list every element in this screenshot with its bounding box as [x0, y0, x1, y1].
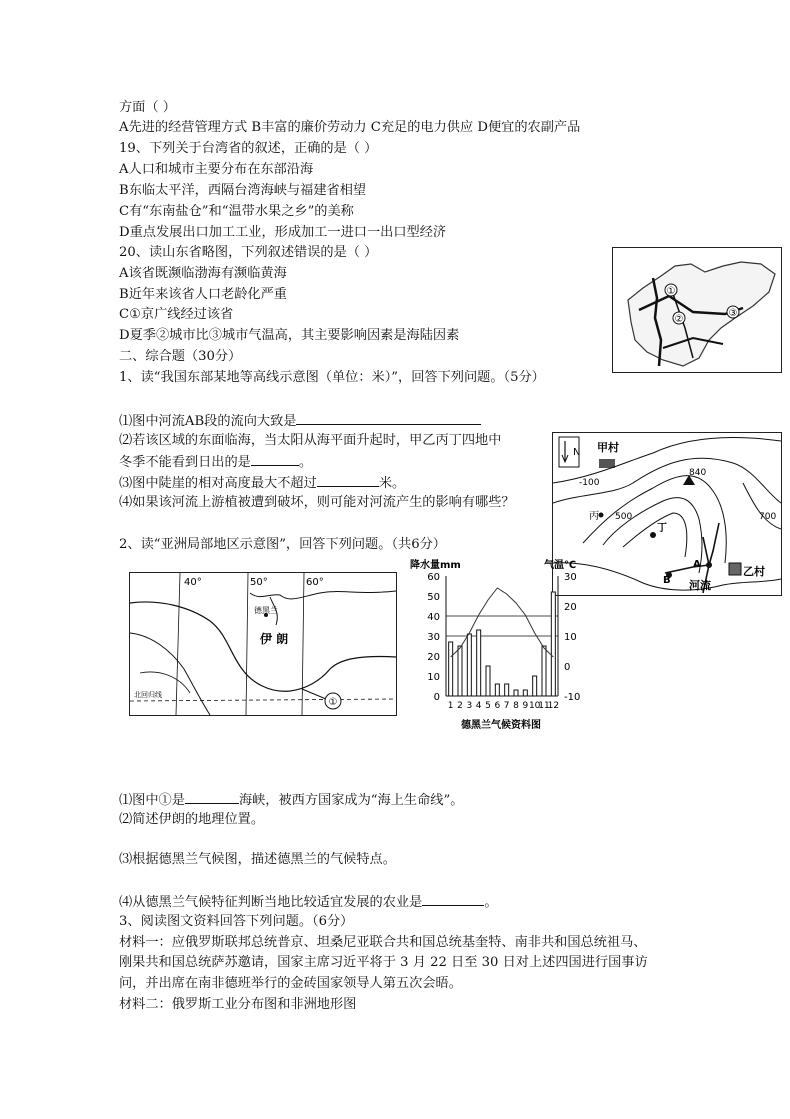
text-line: D夏季②城市比③城市气温高，其主要影响因素是海陆因素 — [119, 328, 460, 343]
chart-ytick-label: 60 — [427, 572, 440, 583]
chart-bar — [477, 630, 481, 696]
climate-chart — [406, 556, 596, 734]
question-title: 1、读“我国东部某地等高线示意图（单位：米）”，回答下列问题。（5分） — [119, 370, 545, 385]
chart-bar — [551, 592, 555, 696]
lon-label-50: 50° — [250, 577, 268, 588]
chart-xtick-label: 4 — [475, 701, 482, 711]
tehran-label: 德黑兰 — [254, 606, 278, 615]
text-line: C①京广线经过该省 — [119, 307, 234, 322]
chart-xtick-label: 2 — [457, 701, 463, 711]
chart-xtick-label: 6 — [494, 701, 501, 711]
chart-xtick-label: 8 — [513, 701, 519, 711]
chart-bar — [533, 676, 537, 696]
q1-b2: 冬季不能看到日出的是 。 — [119, 451, 312, 473]
chart-ytick-label: 0 — [433, 692, 440, 703]
chart-y2label: 气温℃ — [544, 560, 577, 571]
chart-xtick-label: 9 — [522, 701, 529, 711]
chart-bar — [514, 690, 518, 696]
point-bing: 丙 — [589, 511, 599, 522]
contour-label-minus100: -100 — [579, 478, 600, 488]
village-jia-label: 甲村 — [597, 441, 619, 454]
text-line: 20、读山东省略图，下列叙述错误的是（ ） — [119, 245, 378, 260]
chart-temperature-line — [451, 588, 554, 657]
q1-c: ⑶图中陡崖的相对高度最大不超过 米。 — [119, 472, 405, 494]
text-line: A该省既濒临渤海有濒临黄海 — [119, 266, 287, 281]
chart-y2tick-label: -10 — [564, 692, 581, 703]
point-A: A — [693, 559, 701, 570]
chart-bar — [449, 642, 453, 696]
contour-label-500: 500 — [615, 512, 633, 522]
q1-a: ⑴图中河流AB段的流向大致是 — [119, 410, 481, 432]
chart-ytick-label: 10 — [427, 672, 440, 683]
answer-blank[interactable] — [317, 472, 379, 487]
q2-b: ⑵简述伊朗的地理位置。 — [119, 812, 265, 827]
answer-blank[interactable] — [296, 410, 481, 425]
chart-y2tick-label: 30 — [564, 572, 577, 583]
point-B: B — [663, 575, 671, 586]
map-label-3: ③ — [728, 308, 738, 319]
chart-xtick-label: 10 — [528, 701, 541, 711]
q1-b1: ⑵若该区域的东面临海，当太阳从海平面升起时，甲乙丙丁四地中 — [119, 433, 502, 448]
tropic-label: 北回归线 — [134, 691, 162, 699]
chart-bar — [495, 684, 499, 696]
chart-xtick-label: 3 — [466, 701, 473, 711]
chart-bar — [486, 666, 490, 696]
material-text: 刚果共和国总统萨苏邀请，国家主席习近平将于 3 月 22 日至 30 日对上述四国进行国事访 — [119, 955, 648, 970]
chart-bar — [505, 684, 509, 696]
chart-ytick-label: 20 — [427, 652, 440, 663]
chart-ytick-label: 40 — [427, 612, 440, 623]
chart-xtick-label: 5 — [485, 701, 491, 711]
chart-ytick-label: 50 — [427, 592, 440, 603]
text-line: B东临太平洋，西隔台湾海峡与福建省相望 — [119, 183, 367, 198]
north-label: N — [573, 447, 581, 458]
q2-c: ⑶根据德黑兰气候图，描述德黑兰的气候特点。 — [119, 852, 396, 867]
text-line: A人口和城市主要分布在东部沿海 — [119, 162, 314, 177]
text-line: 方面（ ） — [119, 100, 176, 115]
chart-ytick-label: 30 — [427, 632, 440, 643]
answer-blank[interactable] — [185, 789, 239, 804]
answer-blank[interactable] — [422, 891, 484, 906]
chart-bar — [467, 634, 471, 696]
material-text: 问，并出席在南非德班举行的金砖国家领导人第五次会晤。 — [119, 976, 462, 991]
text-line: 19、下列关于台湾省的叙述，正确的是（ ） — [119, 141, 378, 156]
chart-xtick-label: 7 — [503, 701, 510, 711]
village-yi-label: 乙村 — [743, 565, 765, 578]
chart-xtick-label: 1 — [447, 701, 454, 711]
section-heading: 二、综合题（30分） — [119, 349, 242, 364]
q2-d: ⑷从德黑兰气候特征判断当地比较适宜发展的农业是 。 — [119, 891, 498, 913]
chart-title: 德黑兰气候资料图 — [461, 720, 541, 731]
map-label-1: ① — [666, 286, 676, 297]
chart-xtick-label: 11 — [538, 701, 550, 711]
peak-value: 840 — [689, 468, 707, 478]
text-line: C有“东南盐仓”和“温带水果之乡”的美称 — [119, 204, 354, 219]
iran-label: 伊 朗 — [260, 632, 289, 646]
lon-label-40: 40° — [184, 577, 202, 588]
river-label: 河流 — [689, 579, 711, 592]
chart-bar — [523, 690, 527, 696]
chart-bar — [542, 646, 546, 696]
material-text: 材料一：应俄罗斯联邦总统普京、坦桑尼亚联合共和国总统基奎特、南非共和国总统祖马、 — [119, 935, 647, 950]
map-label-2: ② — [674, 314, 684, 325]
village-jia-marker — [599, 459, 615, 468]
question-title: 2、读“亚洲局部地区示意图”，回答下列问题。（共6分） — [119, 537, 446, 552]
chart-y2tick-label: 10 — [564, 632, 577, 643]
chart-y2tick-label: 20 — [564, 602, 577, 613]
text-line: D重点发展出口加工工业，形成加工一进口一出口型经济 — [119, 225, 447, 240]
asia-map — [129, 572, 397, 716]
chart-ylabel: 降水量mm — [410, 560, 461, 571]
material-text: 材料二：俄罗斯工业分布图和非洲地形图 — [119, 997, 357, 1012]
village-yi-marker — [729, 563, 741, 575]
chart-y2tick-label: 0 — [564, 662, 571, 673]
answer-blank[interactable] — [251, 451, 299, 466]
contour-label-700: 700 — [759, 512, 777, 522]
point-ding: 丁 — [657, 523, 667, 534]
text-line: B近年来该省人口老龄化严重 — [119, 287, 287, 302]
text-line: A先进的经营管理方式 B丰富的廉价劳动力 C充足的电力供应 D便宜的农副产品 — [119, 120, 581, 135]
strait-marker-1: ① — [328, 697, 338, 708]
chart-xtick-label: 12 — [547, 701, 560, 711]
shandong-map — [612, 247, 782, 373]
q1-d: ⑷如果该河流上游植被遭到破坏，则可能对河流产生的影响有哪些？ — [119, 495, 515, 510]
q2-a: ⑴图中①是 海峡，被西方国家成为“海上生命线”。 — [119, 789, 463, 811]
chart-bar — [458, 646, 462, 696]
lon-label-60: 60° — [306, 577, 324, 588]
question-title: 3、阅读图文资料回答下列问题。（6分） — [119, 914, 354, 929]
